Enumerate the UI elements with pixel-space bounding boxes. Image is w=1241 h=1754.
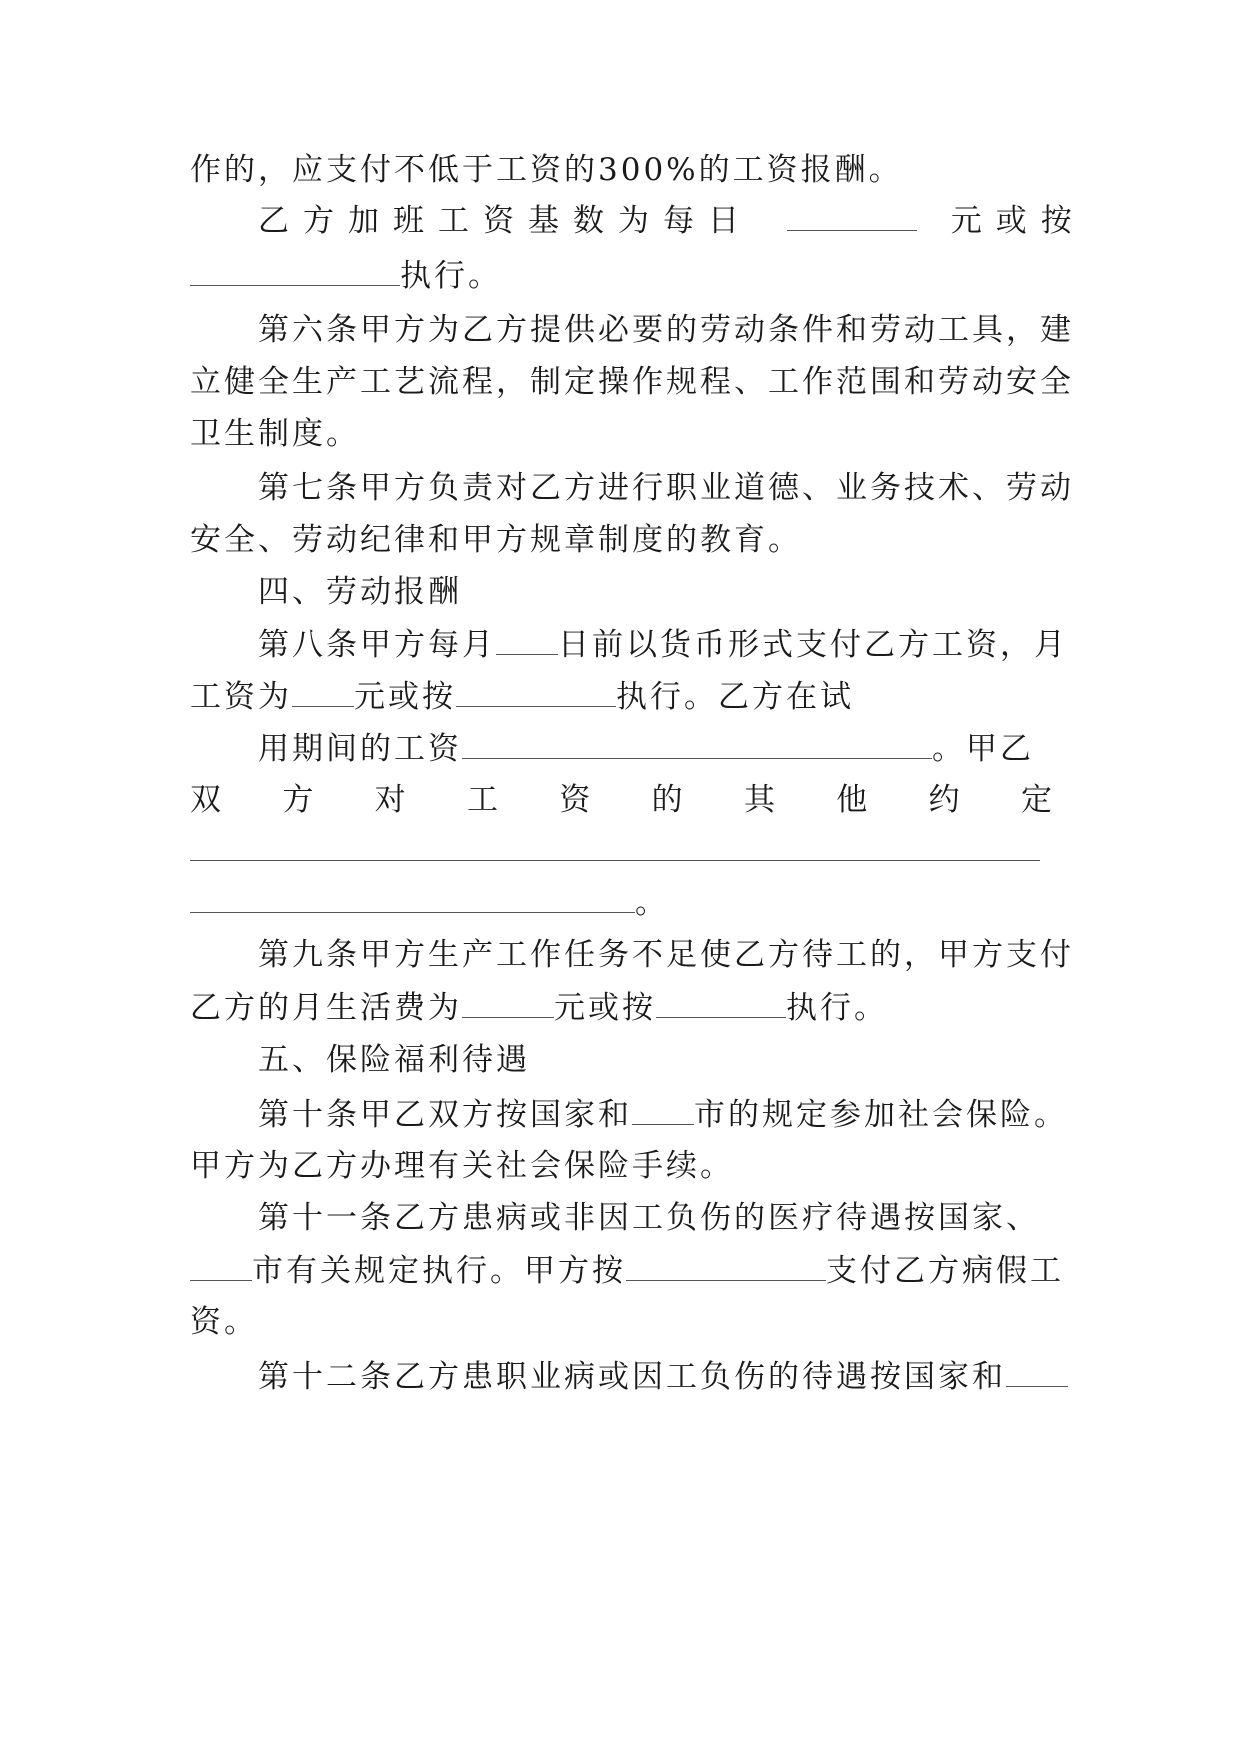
fill-blank bbox=[496, 624, 558, 655]
text-line bbox=[258, 1094, 1068, 1134]
text-line bbox=[190, 255, 1052, 295]
text-segment: 第十二条乙方患职业病或因工负伤的待遇按国家和 bbox=[258, 1359, 1006, 1395]
text-line bbox=[258, 624, 1068, 664]
text-char: 其 bbox=[743, 782, 775, 818]
text-char: 资 bbox=[559, 782, 591, 818]
fill-blank bbox=[190, 830, 1040, 861]
text-segment: 支付乙方病假工 bbox=[826, 1253, 1064, 1289]
text-segment: 乙方的月生活费为 bbox=[190, 990, 462, 1026]
text-line bbox=[258, 728, 1052, 768]
text-line: 作的，应支付不低于工资的300%的工资报酬。 bbox=[190, 152, 903, 188]
text-line: 第九条甲方生产工作任务不足使乙方待工的，甲方支付 bbox=[258, 937, 1074, 973]
fill-blank bbox=[626, 1250, 826, 1281]
fill-blank bbox=[632, 1094, 694, 1125]
text-char: 工 bbox=[466, 782, 498, 818]
text-segment: 。甲乙 bbox=[932, 731, 1034, 767]
text-char: 方 bbox=[282, 782, 314, 818]
fill-blank bbox=[456, 676, 616, 707]
fill-blank bbox=[190, 255, 400, 286]
text-char: 的 bbox=[651, 782, 683, 818]
text-segment: 乙方加班工资基数为每日 bbox=[258, 203, 753, 239]
text-line bbox=[190, 882, 1052, 922]
text-line bbox=[190, 1250, 1064, 1290]
fill-blank bbox=[787, 200, 917, 231]
fill-blank bbox=[656, 987, 786, 1018]
text-segment: 市的规定参加社会保险。 bbox=[694, 1097, 1068, 1133]
text-segment: 执行。乙方在试 bbox=[616, 679, 854, 715]
text-line: 第六条甲方为乙方提供必要的劳动条件和劳动工具，建 bbox=[258, 312, 1074, 348]
text-line: 第七条甲方负责对乙方进行职业道德、业务技术、劳动 bbox=[258, 470, 1074, 506]
text-segment: 执行。 bbox=[786, 990, 888, 1026]
text-segment: 第十条甲乙双方按国家和 bbox=[258, 1097, 632, 1133]
text-segment: 用期间的工资 bbox=[258, 731, 462, 767]
fill-blank bbox=[1006, 1356, 1068, 1387]
fill-blank bbox=[462, 987, 554, 1018]
text-segment: 市有关规定执行。甲方按 bbox=[252, 1253, 626, 1289]
text-line bbox=[190, 780, 1052, 820]
text-char: 对 bbox=[374, 782, 406, 818]
text-line bbox=[190, 830, 1052, 870]
fill-blank bbox=[462, 728, 932, 759]
text-line bbox=[258, 200, 1086, 240]
text-char: 约 bbox=[928, 782, 960, 818]
section-heading: 五、保险福利待遇 bbox=[258, 1042, 530, 1078]
text-char: 他 bbox=[836, 782, 868, 818]
text-segment: 元或按 bbox=[554, 990, 656, 1026]
text-line: 立健全生产工艺流程，制定操作规程、工作范围和劳动安全 bbox=[190, 364, 1074, 400]
text-line bbox=[190, 987, 1052, 1027]
text-segment: 执行。 bbox=[400, 258, 502, 294]
text-line: 甲方为乙方办理有关社会保险手续。 bbox=[190, 1148, 734, 1184]
fill-blank bbox=[292, 676, 354, 707]
section-heading: 四、劳动报酬 bbox=[258, 574, 462, 610]
text-line: 资。 bbox=[190, 1304, 258, 1340]
text-line: 卫生制度。 bbox=[190, 416, 360, 452]
text-line bbox=[190, 676, 1052, 716]
text-segment: 日前以货币形式支付乙方工资，月 bbox=[558, 627, 1068, 663]
text-char: 双 bbox=[190, 782, 221, 818]
text-segment: 。 bbox=[635, 885, 669, 921]
text-char: 定 bbox=[1020, 782, 1052, 818]
text-segment: 工资为 bbox=[190, 679, 292, 715]
text-segment: 第八条甲方每月 bbox=[258, 627, 496, 663]
text-segment: 元或按 bbox=[950, 203, 1086, 239]
fill-blank bbox=[190, 1250, 252, 1281]
text-segment: 元或按 bbox=[354, 679, 456, 715]
text-line: 安全、劳动纪律和甲方规章制度的教育。 bbox=[190, 522, 802, 558]
text-line: 第十一条乙方患病或非因工负伤的医疗待遇按国家、 bbox=[258, 1200, 1040, 1236]
fill-blank bbox=[190, 882, 635, 913]
text-line bbox=[258, 1356, 1052, 1396]
